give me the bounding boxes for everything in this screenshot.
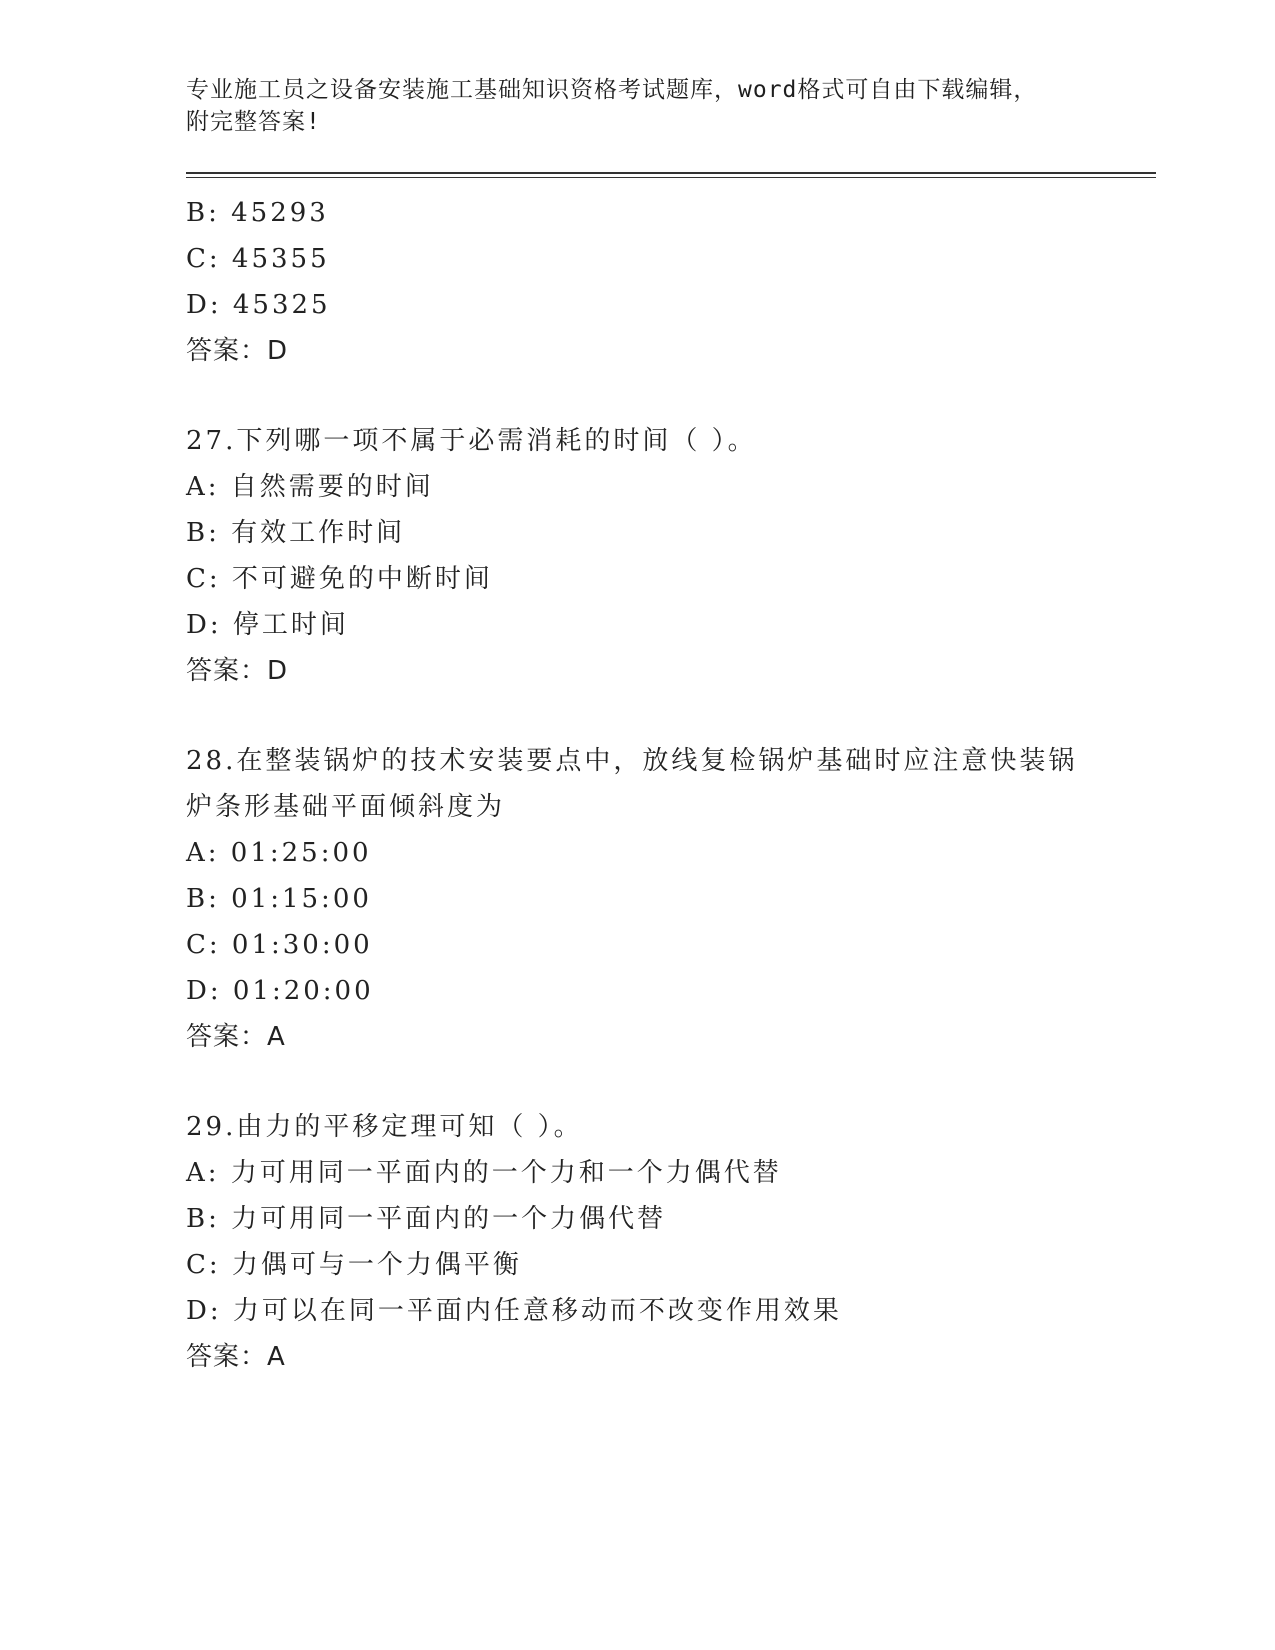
option-b: B: 45293: [186, 198, 329, 228]
question-26: [186, 190, 1166, 374]
option-a: A: 力可用同一平面内的一个力和一个力偶代替: [186, 1158, 782, 1188]
option-b: B: 力可用同一平面内的一个力偶代替: [186, 1204, 667, 1234]
option-c: C: 不可避免的中断时间: [186, 564, 493, 594]
page-header: [186, 74, 1166, 138]
answer: 答案：A: [186, 1022, 286, 1052]
question-text-line-2: 炉条形基础平面倾斜度为: [186, 792, 506, 822]
option-c: C: 01:30:00: [186, 930, 373, 960]
answer: 答案：A: [186, 1342, 286, 1372]
option-c: C: 45355: [186, 244, 330, 274]
question-29: [186, 1104, 1166, 1380]
option-d: D: 45325: [186, 290, 331, 320]
spacer: [186, 694, 1166, 738]
question-28: [186, 738, 1166, 1060]
option-d: D: 力可以在同一平面内任意移动而不改变作用效果: [186, 1296, 842, 1326]
option-d: D: 01:20:00: [186, 976, 374, 1006]
question-text: 27.下列哪一项不属于必需消耗的时间（ ）。: [186, 426, 757, 456]
option-d: D: 停工时间: [186, 610, 349, 640]
question-27: [186, 418, 1166, 694]
header-divider: [186, 172, 1156, 178]
question-text-line-1: 28.在整装锅炉的技术安装要点中，放线复检锅炉基础时应注意快装锅: [186, 746, 1078, 776]
spacer: [186, 1060, 1166, 1104]
option-c: C: 力偶可与一个力偶平衡: [186, 1250, 522, 1280]
header-line-2: 附完整答案!: [186, 109, 321, 135]
option-b: B: 01:15:00: [186, 884, 372, 914]
header-line-1: 专业施工员之设备安装施工基础知识资格考试题库，word格式可自由下载编辑，: [186, 77, 1038, 103]
answer: 答案：D: [186, 336, 289, 366]
option-b: B: 有效工作时间: [186, 518, 406, 548]
document-page: [186, 0, 1166, 1380]
option-a: A: 自然需要的时间: [186, 472, 434, 502]
question-text: 29.由力的平移定理可知（ ）。: [186, 1112, 583, 1142]
answer: 答案：D: [186, 656, 289, 686]
spacer: [186, 374, 1166, 418]
option-a: A: 01:25:00: [186, 838, 372, 868]
